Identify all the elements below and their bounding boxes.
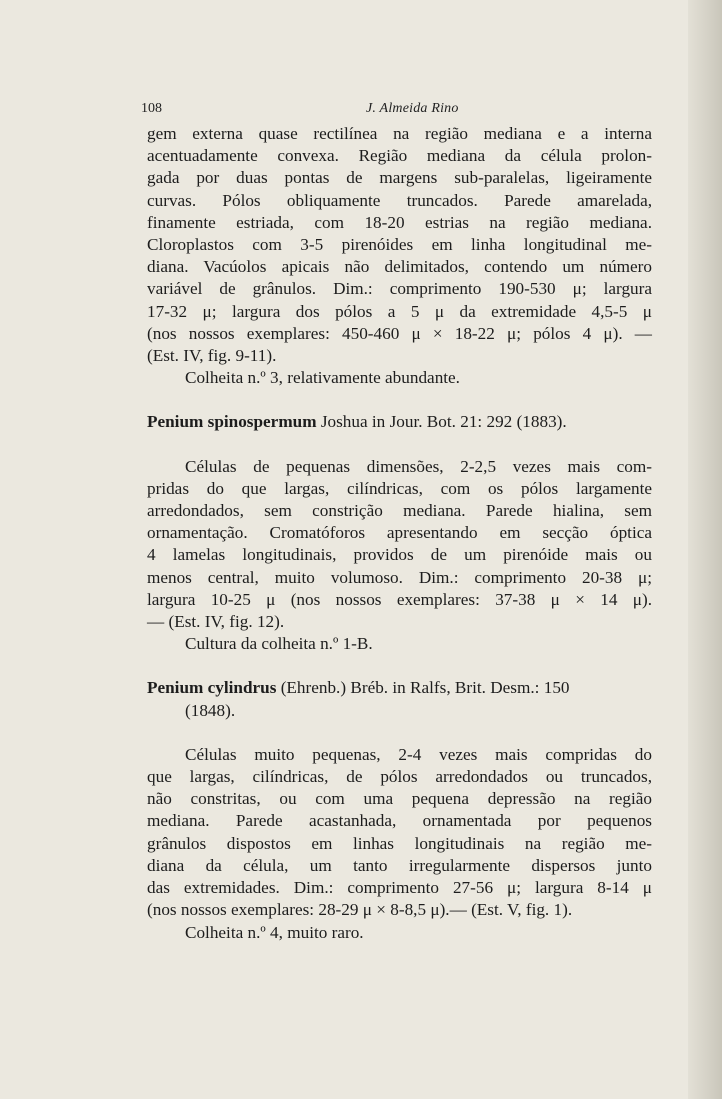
text-line: menos central, muito volumoso. Dim.: comprimento 20-38 μ;: [147, 567, 652, 587]
species-name: Penium spinospermum: [147, 412, 317, 432]
intro-paragraph: [147, 123, 652, 367]
spacer: [147, 722, 652, 744]
species-heading: [147, 411, 652, 433]
text-line: não constritas, ou com uma pequena depressão na região: [147, 789, 652, 809]
species-description: [147, 456, 652, 634]
species-name: Penium cylindrus: [147, 678, 277, 698]
collection-note: Cultura da colheita n.º 1-B.: [185, 634, 373, 654]
text-line: acentuadamente convexa. Região mediana da célula prolon-: [147, 146, 652, 166]
spacer: [147, 434, 652, 456]
running-head-author: J. Almeida Rino: [366, 101, 459, 116]
text-line: Cloroplastos com 3-5 pirenóides em linha longitudinal me-: [147, 235, 652, 255]
species-citation: (Ehrenb.) Bréb. in Ralfs, Brit. Desm.: 150: [280, 678, 570, 698]
text-line: Células muito pequenas, 2-4 vezes mais compridas do: [185, 744, 652, 764]
text-line: grânulos dispostos em linhas longitudinais na região me-: [147, 833, 652, 853]
text-line: (nos nossos exemplares: 28-29 μ × 8-8,5 μ).— (Est. V, fig. 1).: [147, 900, 573, 920]
spacer: [147, 389, 652, 411]
text-line: 17-32 μ; largura dos pólos a 5 μ da extremidade 4,5-5 μ: [147, 301, 652, 321]
text-line: ornamentação. Cromatóforos apresentando em secção óptica: [147, 523, 652, 543]
text-line: 4 lamelas longitudinais, providos de um pirenóide mais ou: [147, 545, 652, 565]
species-heading: [147, 677, 652, 721]
body-text: [147, 123, 652, 944]
text-line: (nos nossos exemplares: 450-460 μ × 18-22 μ; pólos 4 μ). —: [147, 323, 652, 343]
spacer: [147, 655, 652, 677]
species-citation: Joshua in Jour. Bot. 21: 292 (1883).: [320, 412, 567, 432]
collection-note: Colheita n.º 4, muito raro.: [185, 922, 364, 942]
text-line: das extremidades. Dim.: comprimento 27-56 μ; largura 8-14 μ: [147, 878, 652, 898]
text-line: Células de pequenas dimensões, 2-2,5 vezes mais com-: [185, 456, 652, 476]
text-line: diana da célula, um tanto irregularmente dispersos junto: [147, 855, 652, 875]
text-line: que largas, cilíndricas, de pólos arredondados ou truncados,: [147, 767, 652, 787]
page-gutter-shadow: [688, 0, 722, 1099]
text-line: (Est. IV, fig. 9-11).: [147, 346, 277, 366]
text-line: gada por duas pontas de margens sub-paralelas, ligeiramente: [147, 168, 652, 188]
page-number: 108: [141, 101, 162, 116]
text-line: pridas do que largas, cilíndricas, com os pólos largamente: [147, 478, 652, 498]
text-line: curvas. Pólos obliquamente truncados. Parede amarelada,: [147, 190, 652, 210]
collection-note: Colheita n.º 3, relativamente abundante.: [185, 368, 460, 388]
text-line: finamente estriada, com 18-20 estrias na região mediana.: [147, 212, 652, 232]
species-description: [147, 744, 652, 922]
text-line: variável de grânulos. Dim.: comprimento 190-530 μ; largura: [147, 279, 652, 299]
running-head: [141, 101, 651, 121]
text-line: — (Est. IV, fig. 12).: [147, 612, 285, 632]
text-line: largura 10-25 μ (nos nossos exemplares: 37-38 μ × 14 μ).: [147, 589, 652, 609]
text-line: mediana. Parede acastanhada, ornamentada por pequenos: [147, 811, 652, 831]
species-citation-continued: (1848).: [185, 700, 236, 720]
text-line: arredondados, sem constrição mediana. Parede hialina, sem: [147, 501, 652, 521]
text-line: diana. Vacúolos apicais não delimitados, contendo um número: [147, 257, 652, 277]
text-line: gem externa quase rectilínea na região mediana e a interna: [147, 124, 652, 143]
